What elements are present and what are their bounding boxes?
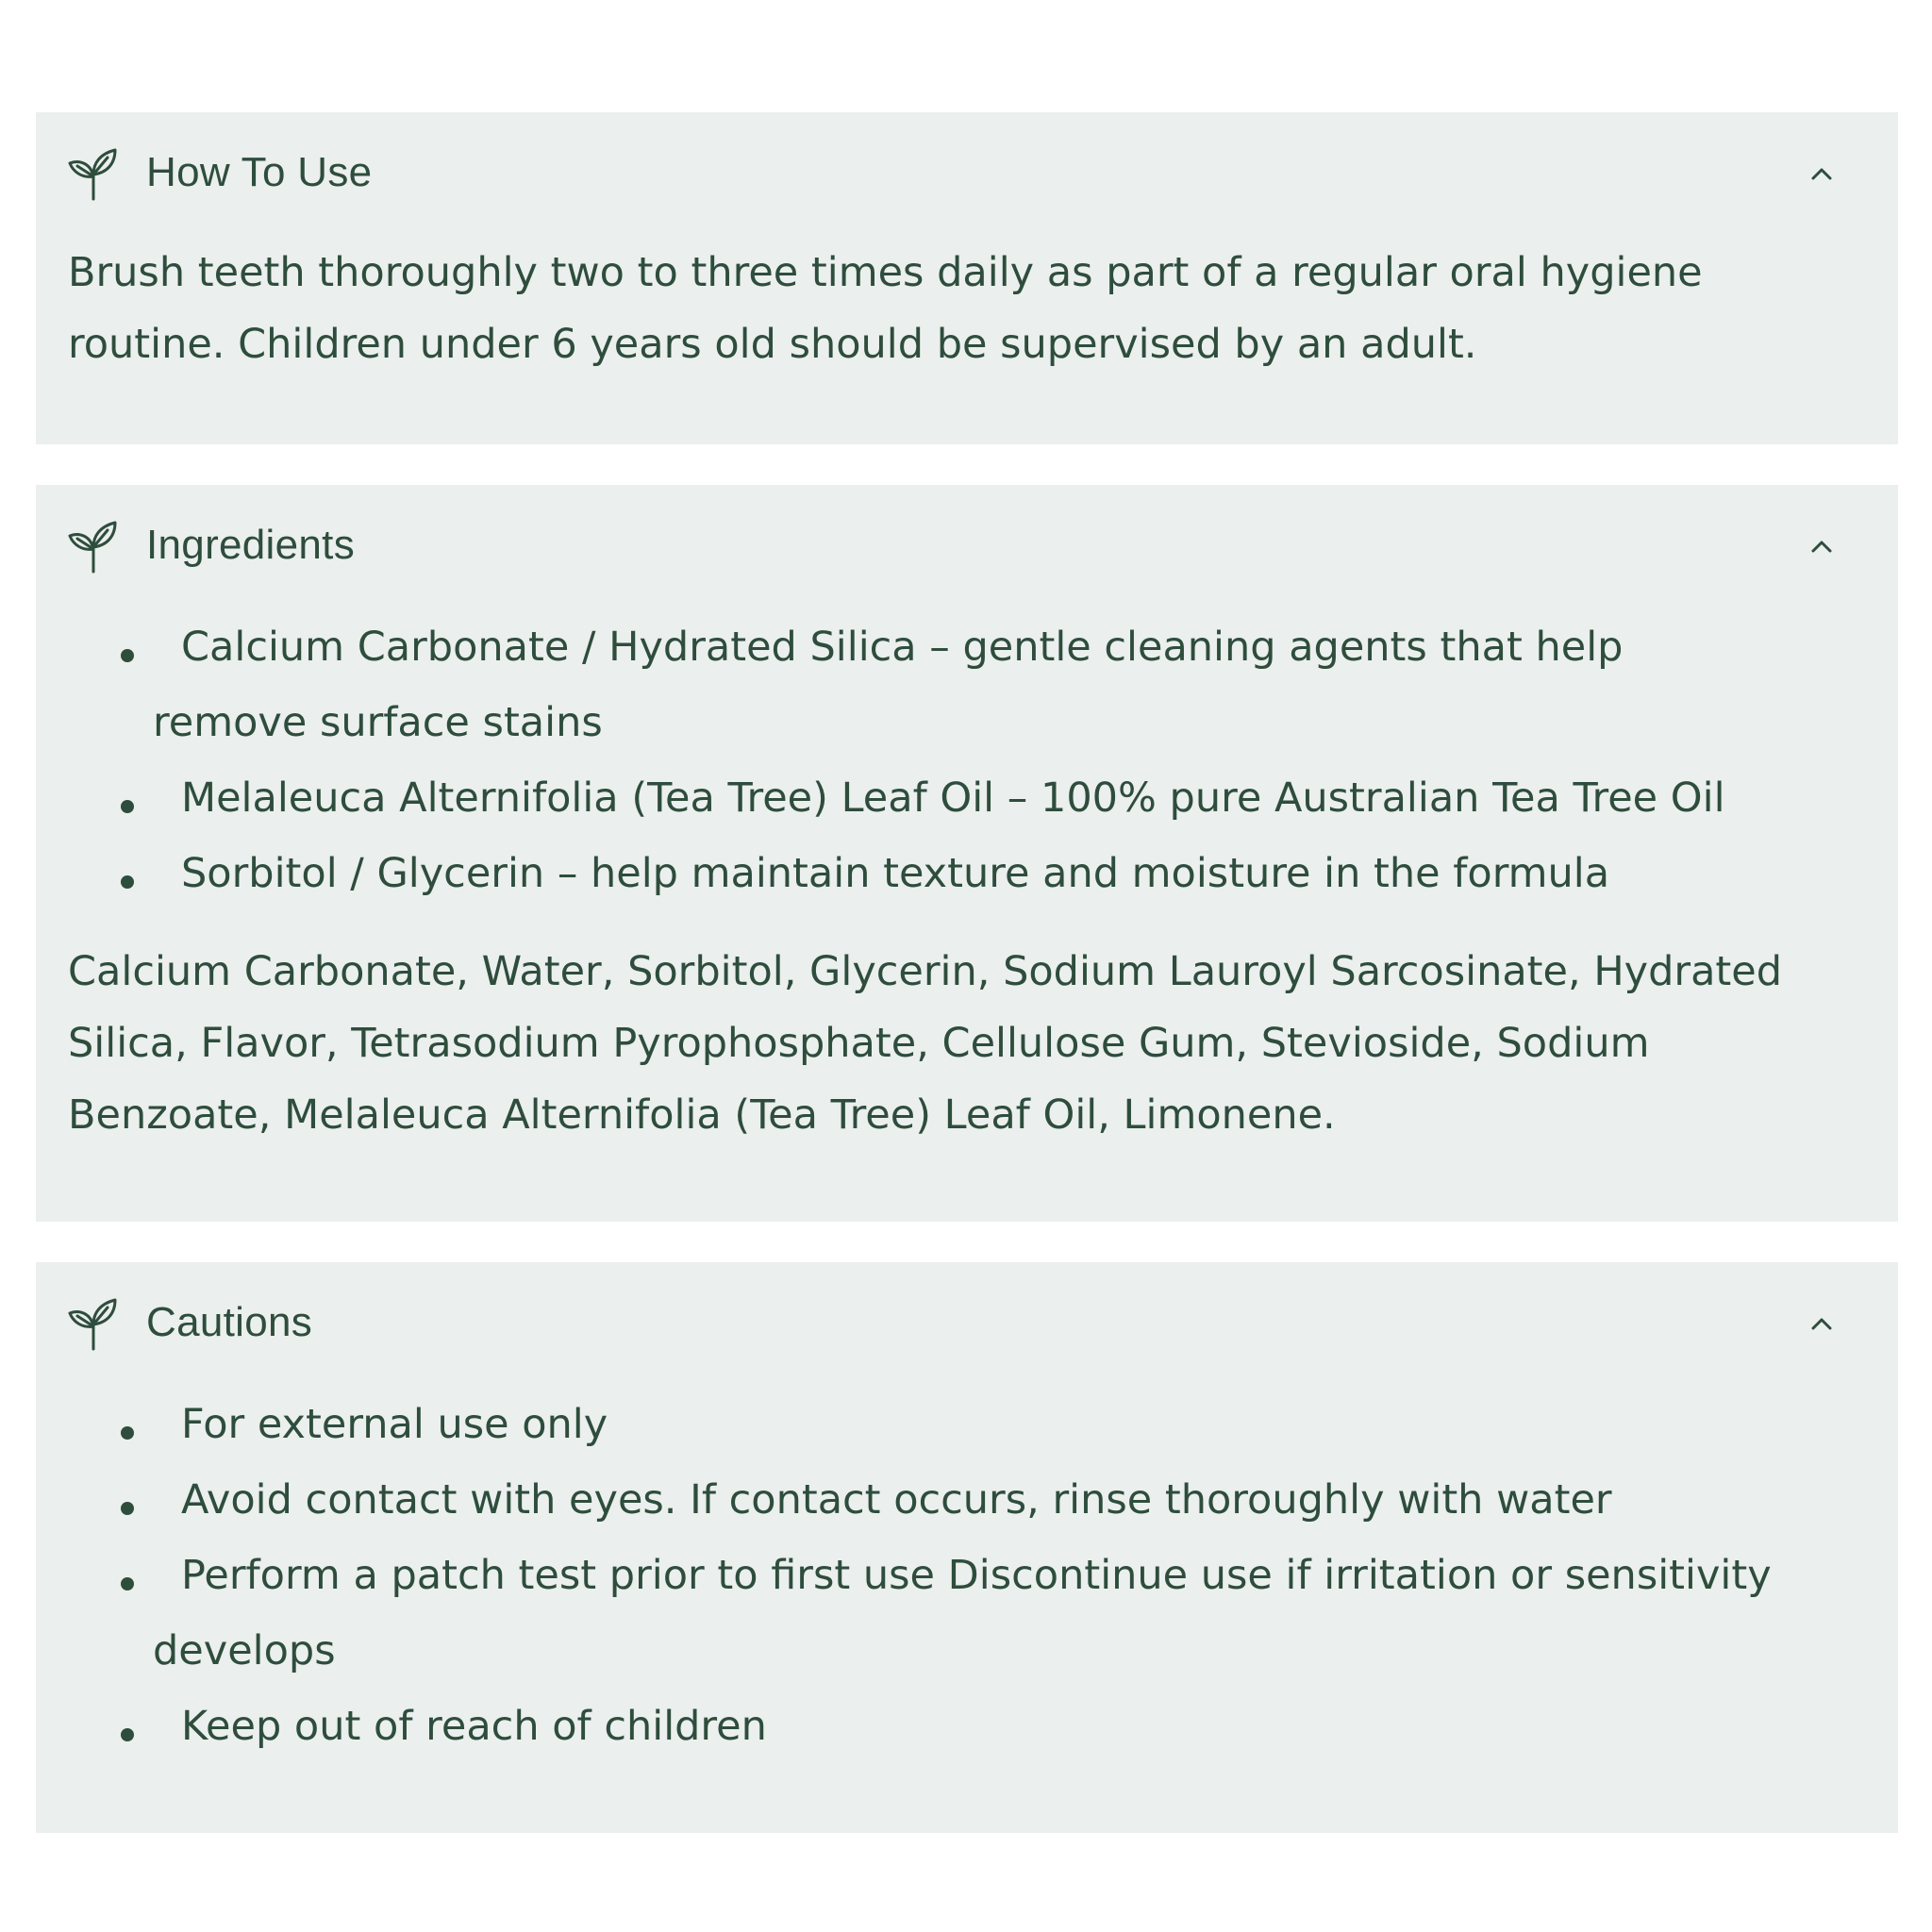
leaf-sprout-icon [66, 146, 121, 201]
list-item-text: Melaleuca Alternifolia (Tea Tree) Leaf Oil – 100% pure Australian Tea Tree Oil [181, 774, 1725, 822]
list-item [153, 1387, 1785, 1462]
accordion-title: Ingredients [146, 522, 356, 568]
accordion-body-cautions [36, 1387, 1898, 1764]
accordion-body-how-to-use [36, 237, 1898, 380]
cautions-list [68, 1387, 1785, 1764]
ingredients-list [68, 609, 1785, 911]
list-item-text: Sorbitol / Glycerin – help maintain texture and moisture in the formula [181, 850, 1610, 897]
list-item [153, 609, 1785, 760]
list-item-text: For external use only [181, 1401, 608, 1448]
chevron-up-icon[interactable] [1806, 1311, 1838, 1336]
accordion-header-how-to-use[interactable] [36, 112, 1898, 237]
chevron-up-icon[interactable] [1806, 161, 1838, 186]
accordion-title: Cautions [146, 1299, 313, 1345]
ingredients-full-list: Calcium Carbonate, Water, Sorbitol, Glycerin, Sodium Lauroyl Sarcosinate, Hydrated Silica, Flavor, Tetrasodium Pyrophosphate, Cellulose Gum, Stevioside, Sodium Benzoate, Melaleuca Alternifolia (Tea Tree) Leaf Oil, Limonene. [68, 948, 1783, 1139]
accordion-how-to-use [36, 112, 1898, 444]
list-item-text: Perform a patch test prior to first use Discontinue use if irritation or sensitivity develops [153, 1552, 1772, 1674]
list-item [153, 836, 1785, 911]
leaf-sprout-icon [66, 1296, 121, 1351]
list-item-text: Keep out of reach of children [181, 1703, 767, 1750]
accordion-body-ingredients [36, 609, 1898, 1151]
list-item [153, 1462, 1785, 1538]
accordion-header-cautions[interactable] [36, 1262, 1898, 1387]
accordion-header-ingredients[interactable] [36, 485, 1898, 609]
list-item [153, 760, 1785, 836]
list-item [153, 1689, 1785, 1764]
chevron-up-icon[interactable] [1806, 534, 1838, 558]
leaf-sprout-icon [66, 519, 121, 574]
how-to-use-text: Brush teeth thoroughly two to three times daily as part of a regular oral hygiene routine. Children under 6 years old should be supervised by an adult. [68, 249, 1703, 368]
accordion-ingredients [36, 485, 1898, 1222]
accordion-cautions [36, 1262, 1898, 1833]
accordion-title: How To Use [146, 149, 373, 195]
list-item-text: Calcium Carbonate / Hydrated Silica – gentle cleaning agents that help remove surface stains [153, 624, 1624, 746]
list-item-text: Avoid contact with eyes. If contact occurs, rinse thoroughly with water [181, 1476, 1612, 1524]
list-item [153, 1538, 1785, 1689]
